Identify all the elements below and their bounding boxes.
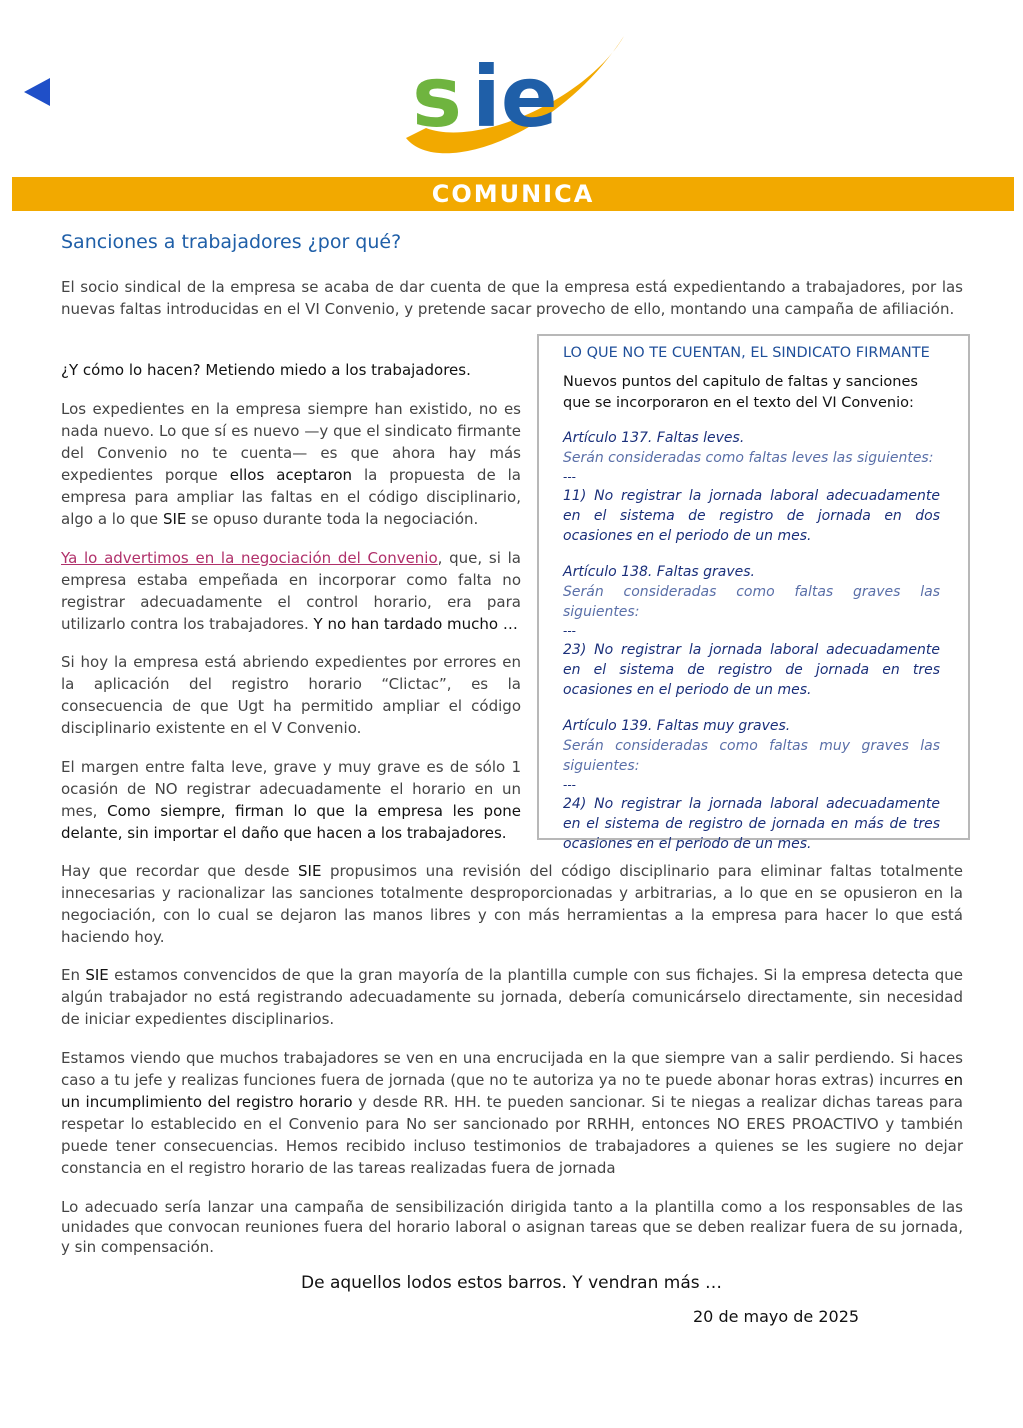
article-138 bbox=[563, 562, 940, 700]
article-137 bbox=[563, 428, 940, 546]
text-span: estamos convencidos de que la gran mayoría de la plantilla cumple con sus fichajes. Si la empresa detecta que algún trabajador no está registrando adecuadamente su jornada, debería comunicárselo directamente, sin necesidad de iniciar expedientes disciplinarios. bbox=[61, 966, 963, 1028]
text-span: y desde RR. HH. te pueden sancionar. Si te niegas a realizar dichas tareas para respetar lo establecido en el Convenio para No ser sancionado por RRHH, entonces NO ERES PROACTIVO y también puede tener consecuencias. Hemos recibido incluso testimonios de trabajadores a quienes se les sugiere no dejar constancia en el registro horario de las tareas realizadas fuera de jornada bbox=[61, 1093, 963, 1177]
text-span: En bbox=[61, 966, 86, 984]
article-subtitle: Serán consideradas como faltas leves las siguientes: bbox=[563, 450, 934, 466]
paragraph-margen bbox=[61, 756, 521, 844]
article-dash: --- bbox=[563, 624, 576, 638]
sidebar-intro: Nuevos puntos del capitulo de faltas y sanciones que se incorporaron en el texto del VI Convenio: bbox=[563, 374, 918, 411]
emphasis-text: SIE bbox=[162, 510, 187, 528]
closing-line: De aquellos lodos estos barros. Y vendran más … bbox=[301, 1273, 722, 1293]
sidebar-heading: LO QUE NO TE CUENTAN, EL SINDICATO FIRMANTE bbox=[563, 345, 930, 361]
paragraph-expedientes bbox=[61, 398, 521, 530]
article-139 bbox=[563, 716, 940, 854]
article-title: Artículo 139. Faltas muy graves. bbox=[563, 718, 791, 734]
text-span: Estamos viendo que muchos trabajadores se ven en una encrucijada en la que siempre van a salir perdiendo. Si haces caso a tu jefe y realizas funciones fuera de jornada (que no te autoriza ya no te puede abonar horas extras) incurres bbox=[61, 1049, 963, 1089]
svg-text:ie: ie bbox=[472, 48, 558, 146]
comunica-banner: COMUNICA bbox=[12, 177, 1014, 211]
paragraph-campana: Lo adecuado sería lanzar una campaña de sensibilización dirigida tanto a la plantilla como a los responsables de las unidades que convocan reuniones fuera del horario laboral o asignan tareas que se deben realizar fuera de su jornada, y sin compensación. bbox=[61, 1198, 963, 1256]
text-span: propusimos una revisión del código disciplinario para eliminar faltas totalmente innecesarias y racionalizar las sanciones totalmente desproporcionadas y arbitrarias, a lo que en se opusieron en la negociación, con lo cual se dejaron las manos libres y con más herramientas a la empresa para hacer lo que está haciendo hoy. bbox=[61, 862, 963, 946]
emphasis-text: SIE bbox=[298, 862, 322, 880]
paragraph-advertimos bbox=[61, 547, 521, 635]
paragraph-revision bbox=[61, 860, 963, 948]
back-arrow-icon[interactable] bbox=[24, 78, 50, 106]
article-item: 11) No registrar la jornada laboral adecuadamente en el sistema de registro de jornada en dos ocasiones en el periodo de un mes. bbox=[563, 488, 940, 544]
emphasis-text: Como siempre, firman lo que la empresa les pone delante, sin importar el daño que hacen a los trabajadores. bbox=[61, 802, 521, 842]
article-dash: --- bbox=[563, 470, 576, 484]
article-dash: --- bbox=[563, 778, 576, 792]
text-span: El margen entre falta leve, grave y muy grave es de sólo 1 ocasión de NO registrar adecuadamente el horario en un mes, bbox=[61, 758, 521, 820]
article-item: 23) No registrar la jornada laboral adecuadamente en el sistema de registro de jornada en tres ocasiones en el periodo de un mes. bbox=[563, 642, 940, 698]
emphasis-text: SIE bbox=[85, 966, 109, 984]
text-span: Los expedientes en la empresa siempre han existido, no es nada nuevo. Lo que sí es nuevo —y que el sindicato firmante del Convenio no te cuenta— es que ahora hay más expedientes porque bbox=[61, 400, 521, 484]
article-title: Artículo 138. Faltas graves. bbox=[563, 564, 756, 580]
text-span: la propuesta de la empresa para ampliar las faltas en el código disciplinario, algo a lo que bbox=[61, 466, 521, 528]
sidebar-box bbox=[537, 334, 970, 852]
emphasis-text: ellos aceptaron bbox=[229, 466, 353, 484]
emphasis-text: Y no han tardado mucho … bbox=[313, 615, 518, 633]
paragraph-fichajes bbox=[61, 964, 963, 1030]
sie-logo bbox=[398, 28, 628, 160]
article-item: 24) No registrar la jornada laboral adecuadamente en el sistema de registro de jornada en más de tres ocasiones en el periodo de un mes. bbox=[563, 796, 940, 852]
paragraph-encrucijada bbox=[61, 1047, 963, 1179]
convenio-link[interactable]: Ya lo advertimos en la negociación del Convenio bbox=[61, 549, 438, 567]
question-paragraph: ¿Y cómo lo hacen? Metiendo miedo a los trabajadores. bbox=[61, 361, 471, 379]
text-span: se opuso durante toda la negociación. bbox=[186, 510, 479, 528]
date: 20 de mayo de 2025 bbox=[693, 1307, 860, 1326]
text-span: , que, si la empresa estaba empeñada en incorporar como falta no registrar adecuadamente el control horario, era para utilizarlo contra los trabajadores. bbox=[61, 549, 521, 633]
page-title: Sanciones a trabajadores ¿por qué? bbox=[61, 231, 402, 253]
article-title: Artículo 137. Faltas leves. bbox=[563, 430, 745, 446]
text-span: Hay que recordar que desde bbox=[61, 862, 299, 880]
intro-paragraph: El socio sindical de la empresa se acaba de dar cuenta de que la empresa está expedientando a trabajadores, por las nuevas faltas introducidas en el VI Convenio, y pretende sacar provecho de ello, montando una campaña de afiliación. bbox=[61, 278, 963, 318]
paragraph-clictac: Si hoy la empresa está abriendo expedientes por errores en la aplicación del registro horario “Clictac”, es la consecuencia de que Ugt ha permitido ampliar el código disciplinario existente en el V Convenio. bbox=[61, 653, 521, 737]
svg-text:s: s bbox=[412, 48, 462, 146]
emphasis-text: en un incumplimiento del registro horario bbox=[61, 1071, 963, 1111]
article-subtitle: Serán consideradas como faltas muy graves las siguientes: bbox=[563, 738, 940, 774]
article-subtitle: Serán consideradas como faltas graves las siguientes: bbox=[563, 584, 940, 620]
